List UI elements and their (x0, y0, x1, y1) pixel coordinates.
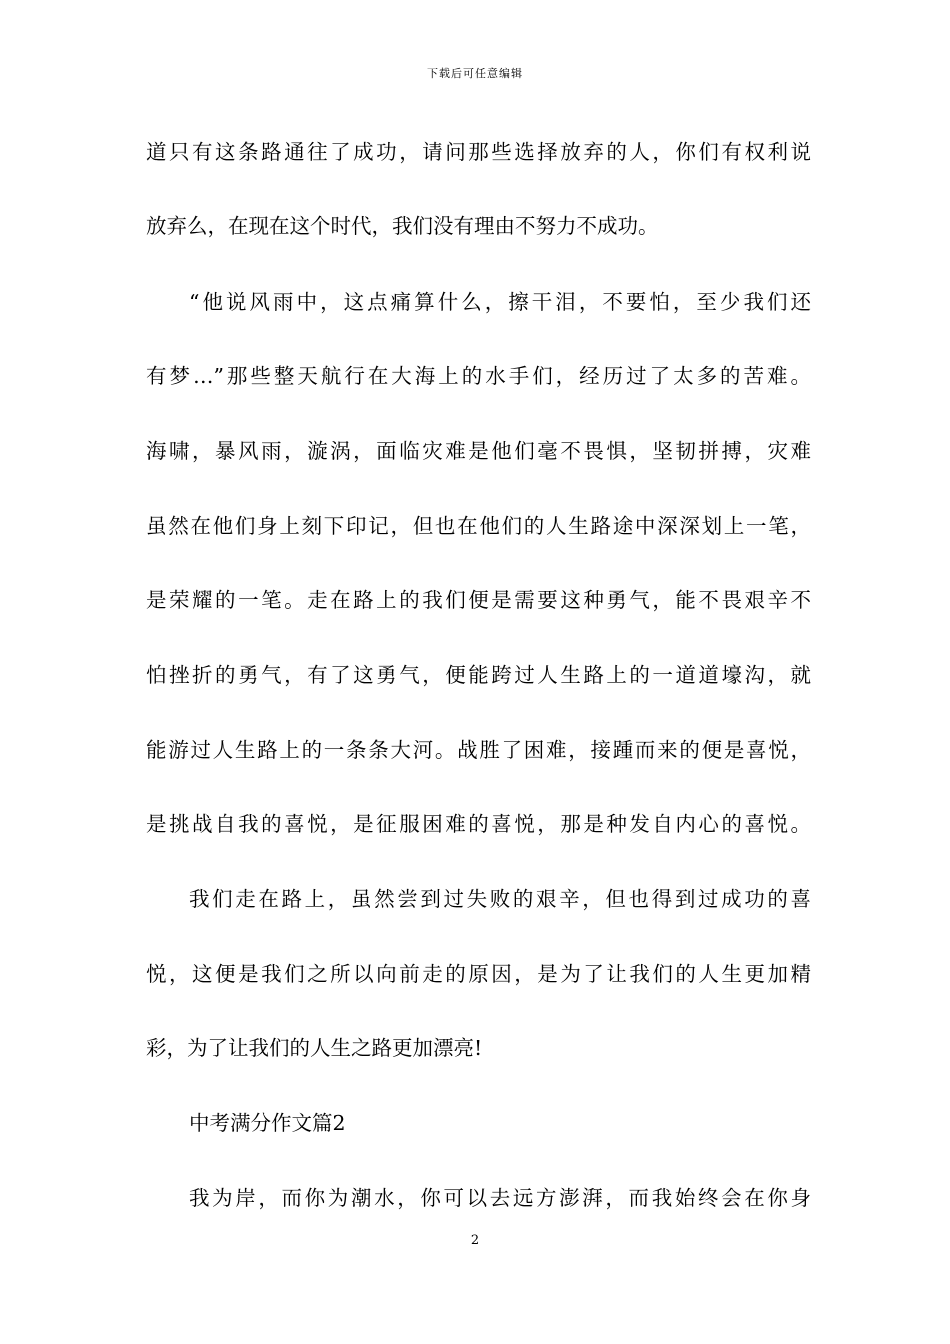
section-heading: 中考满分作文篇2 (189, 1111, 346, 1135)
text-line: 悦，这便是我们之所以向前走的原因，是为了让我们的人生更加精 (146, 962, 811, 986)
page-header: 下载后可任意编辑 (427, 67, 523, 80)
text-line: 放弃么，在现在这个时代，我们没有理由不努力不成功。 (146, 214, 659, 238)
text-line: 海啸，暴风雨，漩涡，面临灾难是他们毫不畏惧，坚韧拼搏，灾难 (146, 439, 811, 463)
text-line: 有梦…”那些整天航行在大海上的水手们，经历过了太多的苦难。 (146, 364, 811, 388)
text-line: “他说风雨中，这点痛算什么，擦干泪，不要怕，至少我们还 (189, 290, 811, 314)
page-number: 2 (470, 1233, 480, 1248)
text-line: 彩，为了让我们的人生之路更加漂亮! (146, 1036, 483, 1060)
text-line: 道只有这条路通往了成功，请问那些选择放弃的人，你们有权利说 (146, 140, 811, 164)
text-line: 是挑战自我的喜悦，是征服困难的喜悦，那是种发自内心的喜悦。 (146, 812, 811, 836)
text-line: 我们走在路上，虽然尝到过失败的艰辛，但也得到过成功的喜 (189, 887, 811, 911)
text-line: 能游过人生路上的一条条大河。战胜了困难，接踵而来的便是喜悦， (146, 738, 811, 762)
text-line: 是荣耀的一笔。走在路上的我们便是需要这种勇气，能不畏艰辛不 (146, 588, 811, 612)
text-line: 我为岸，而你为潮水，你可以去远方澎湃，而我始终会在你身 (189, 1186, 811, 1210)
text-line: 怕挫折的勇气，有了这勇气，便能跨过人生路上的一道道壕沟，就 (146, 663, 811, 687)
text-line: 虽然在他们身上刻下印记，但也在他们的人生路途中深深划上一笔， (146, 514, 811, 538)
